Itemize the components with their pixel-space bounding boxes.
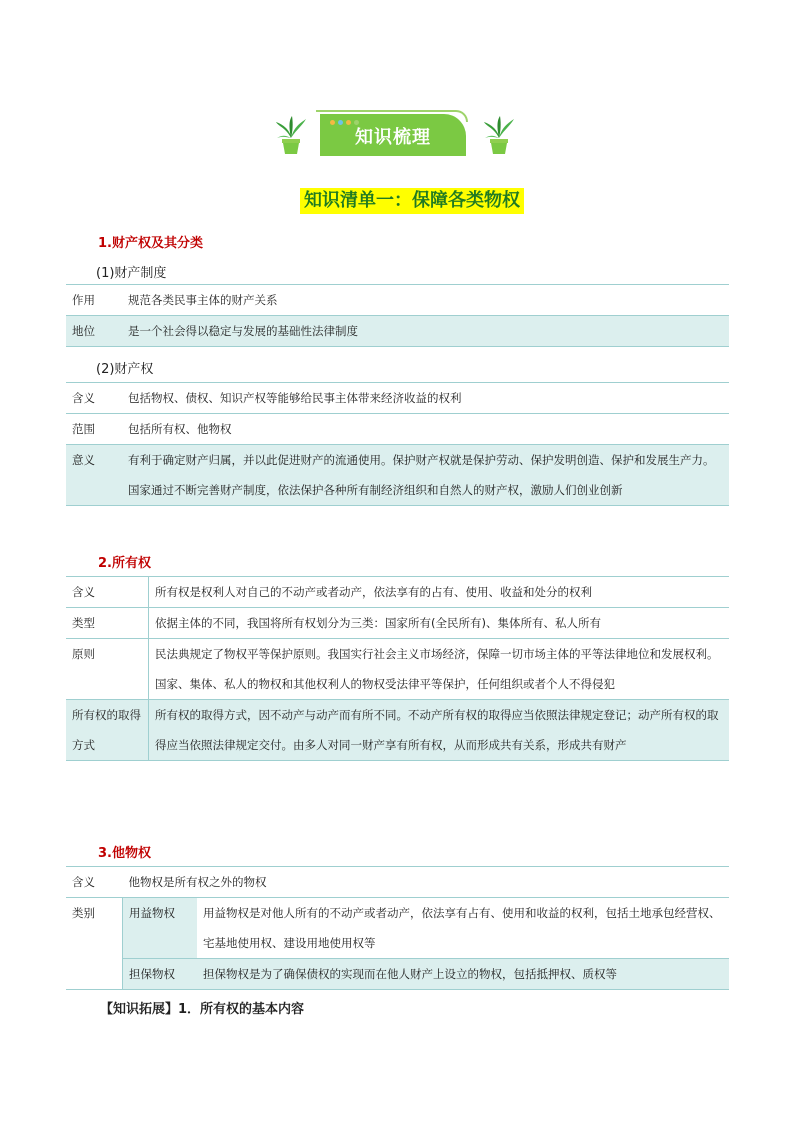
row-label: 地位 <box>66 316 122 347</box>
row-label: 范围 <box>66 414 122 445</box>
table-row <box>66 959 729 990</box>
knowledge-extension-heading: 【知识拓展】1．所有权的基本内容 <box>100 1002 305 1017</box>
table-row <box>66 383 729 414</box>
table-row <box>66 608 729 639</box>
other-rights-table <box>66 866 729 990</box>
row-label: 含义 <box>66 577 149 608</box>
row-label: 所有权的取得方式 <box>66 700 149 761</box>
section-heading-ownership: 2.所有权 <box>98 556 151 571</box>
row-label: 含义 <box>66 867 123 898</box>
banner-dots <box>330 110 362 129</box>
row-label: 原则 <box>66 639 149 700</box>
row-text: 民法典规定了物权平等保护原则。我国实行社会主义市场经济，保障一切市场主体的平等法律地位和发展权利。国家、集体、私人的物权和其他权利人的物权受法律平等保护，任何组织或者个人不得侵犯 <box>149 639 730 700</box>
row-text: 规范各类民事主体的财产关系 <box>122 285 729 316</box>
row-label: 类别 <box>66 898 123 990</box>
table-row <box>66 700 729 761</box>
row-text: 所有权是权利人对自己的不动产或者动产，依法享有的占有、使用、收益和处分的权利 <box>149 577 730 608</box>
table-row <box>66 414 729 445</box>
row-label: 含义 <box>66 383 122 414</box>
ownership-table <box>66 576 729 761</box>
property-system-table <box>66 284 729 347</box>
table-row <box>66 639 729 700</box>
table-row <box>66 316 729 347</box>
row-text: 依据主体的不同，我国将所有权划分为三类：国家所有(全民所有)、集体所有、私人所有 <box>149 608 730 639</box>
category-label: 担保物权 <box>123 959 198 990</box>
subheading-property-system: (1)财产制度 <box>96 266 167 281</box>
banner-title: 知识梳理 <box>355 127 431 148</box>
category-label: 用益物权 <box>123 898 198 959</box>
table-row <box>66 285 729 316</box>
potted-plant-icon <box>274 116 308 156</box>
subheading-property-rights: (2)财产权 <box>96 362 154 377</box>
row-text: 包括所有权、他物权 <box>122 414 729 445</box>
section-heading-other-rights: 3.他物权 <box>98 846 151 861</box>
section-banner <box>270 110 520 160</box>
row-text: 是一个社会得以稳定与发展的基础性法律制度 <box>122 316 729 347</box>
row-label: 意义 <box>66 445 122 506</box>
row-text: 所有权的取得方式，因不动产与动产而有所不同。不动产所有权的取得应当依照法律规定登记；动产所有权的取得应当依照法律规定交付。由多人对同一财产享有所有权，从而形成共有关系，形成共有财产 <box>149 700 730 761</box>
page-title: 知识清单一：保障各类物权 <box>300 188 524 214</box>
table-row <box>66 445 729 506</box>
category-text: 担保物权是为了确保债权的实现而在他人财产上设立的物权，包括抵押权、质权等 <box>197 959 729 990</box>
row-text: 包括物权、债权、知识产权等能够给民事主体带来经济收益的权利 <box>122 383 729 414</box>
table-row <box>66 867 729 898</box>
potted-plant-icon <box>482 116 516 156</box>
table-row <box>66 898 729 959</box>
row-text: 有利于确定财产归属，并以此促进财产的流通使用。保护财产权就是保护劳动、保护发明创造、保护和发展生产力。国家通过不断完善财产制度，依法保护各种所有制经济组织和自然人的财产权，激励人们创业创新 <box>122 445 729 506</box>
row-label: 作用 <box>66 285 122 316</box>
property-rights-table <box>66 382 729 506</box>
table-row <box>66 577 729 608</box>
section-heading-property-rights: 1.财产权及其分类 <box>98 236 203 251</box>
category-text: 用益物权是对他人所有的不动产或者动产，依法享有占有、使用和收益的权利，包括土地承包经营权、宅基地使用权、建设用地使用权等 <box>197 898 729 959</box>
row-text: 他物权是所有权之外的物权 <box>123 867 730 898</box>
row-label: 类型 <box>66 608 149 639</box>
